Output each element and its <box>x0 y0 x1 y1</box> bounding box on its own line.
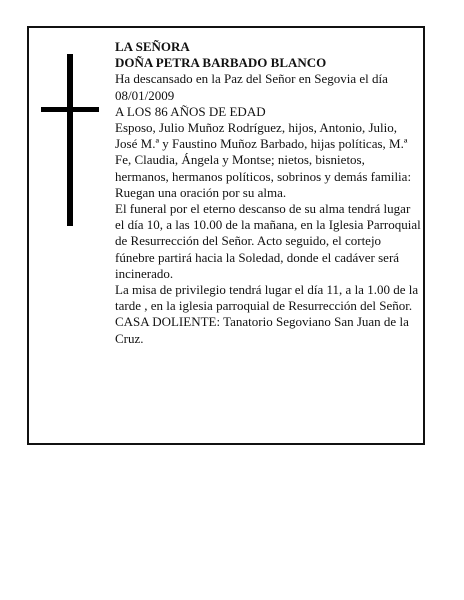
prayer-request: Ruegan una oración por su alma. <box>115 184 287 200</box>
mass-details: La misa de privilegio tendrá lugar el día 11, a la 1.00 de la tarde , en la iglesia parroquial de Resurrección del Señor. <box>115 282 419 314</box>
passing-statement: Ha descansado en la Paz del Señor en Segovia el día 08/01/2009 <box>115 71 388 103</box>
obituary-text <box>115 39 421 347</box>
heading-title: LA SEÑORA <box>115 39 190 54</box>
funeral-details: El funeral por el eterno descanso de su alma tendrá lugar el día 10, a las 10.00 de la mañana, en la Iglesia Parroquial de Resurrección del Señor. Acto seguido, el cortejo fúnebre partirá hacia la Soledad, donde el cadáver será incinerado. <box>115 201 421 281</box>
age-line: A LOS 86 AÑOS DE EDAD <box>115 103 266 119</box>
family-paragraph: Esposo, Julio Muñoz Rodríguez, hijos, Antonio, Julio, José M.ª y Faustino Muñoz Barbado, hijas políticas, M.ª Fe, Claudia, Ángela y Montse; nietos, bisnietos, hermanos, hermanos políticos, sobrinos y demás familia: <box>115 120 412 184</box>
funeral-home: CASA DOLIENTE: Tanatorio Segoviano San Juan de la Cruz. <box>115 314 409 346</box>
cross-icon <box>41 54 97 226</box>
deceased-name: DOÑA PETRA BARBADO BLANCO <box>115 55 327 71</box>
obituary-notice <box>27 26 425 445</box>
